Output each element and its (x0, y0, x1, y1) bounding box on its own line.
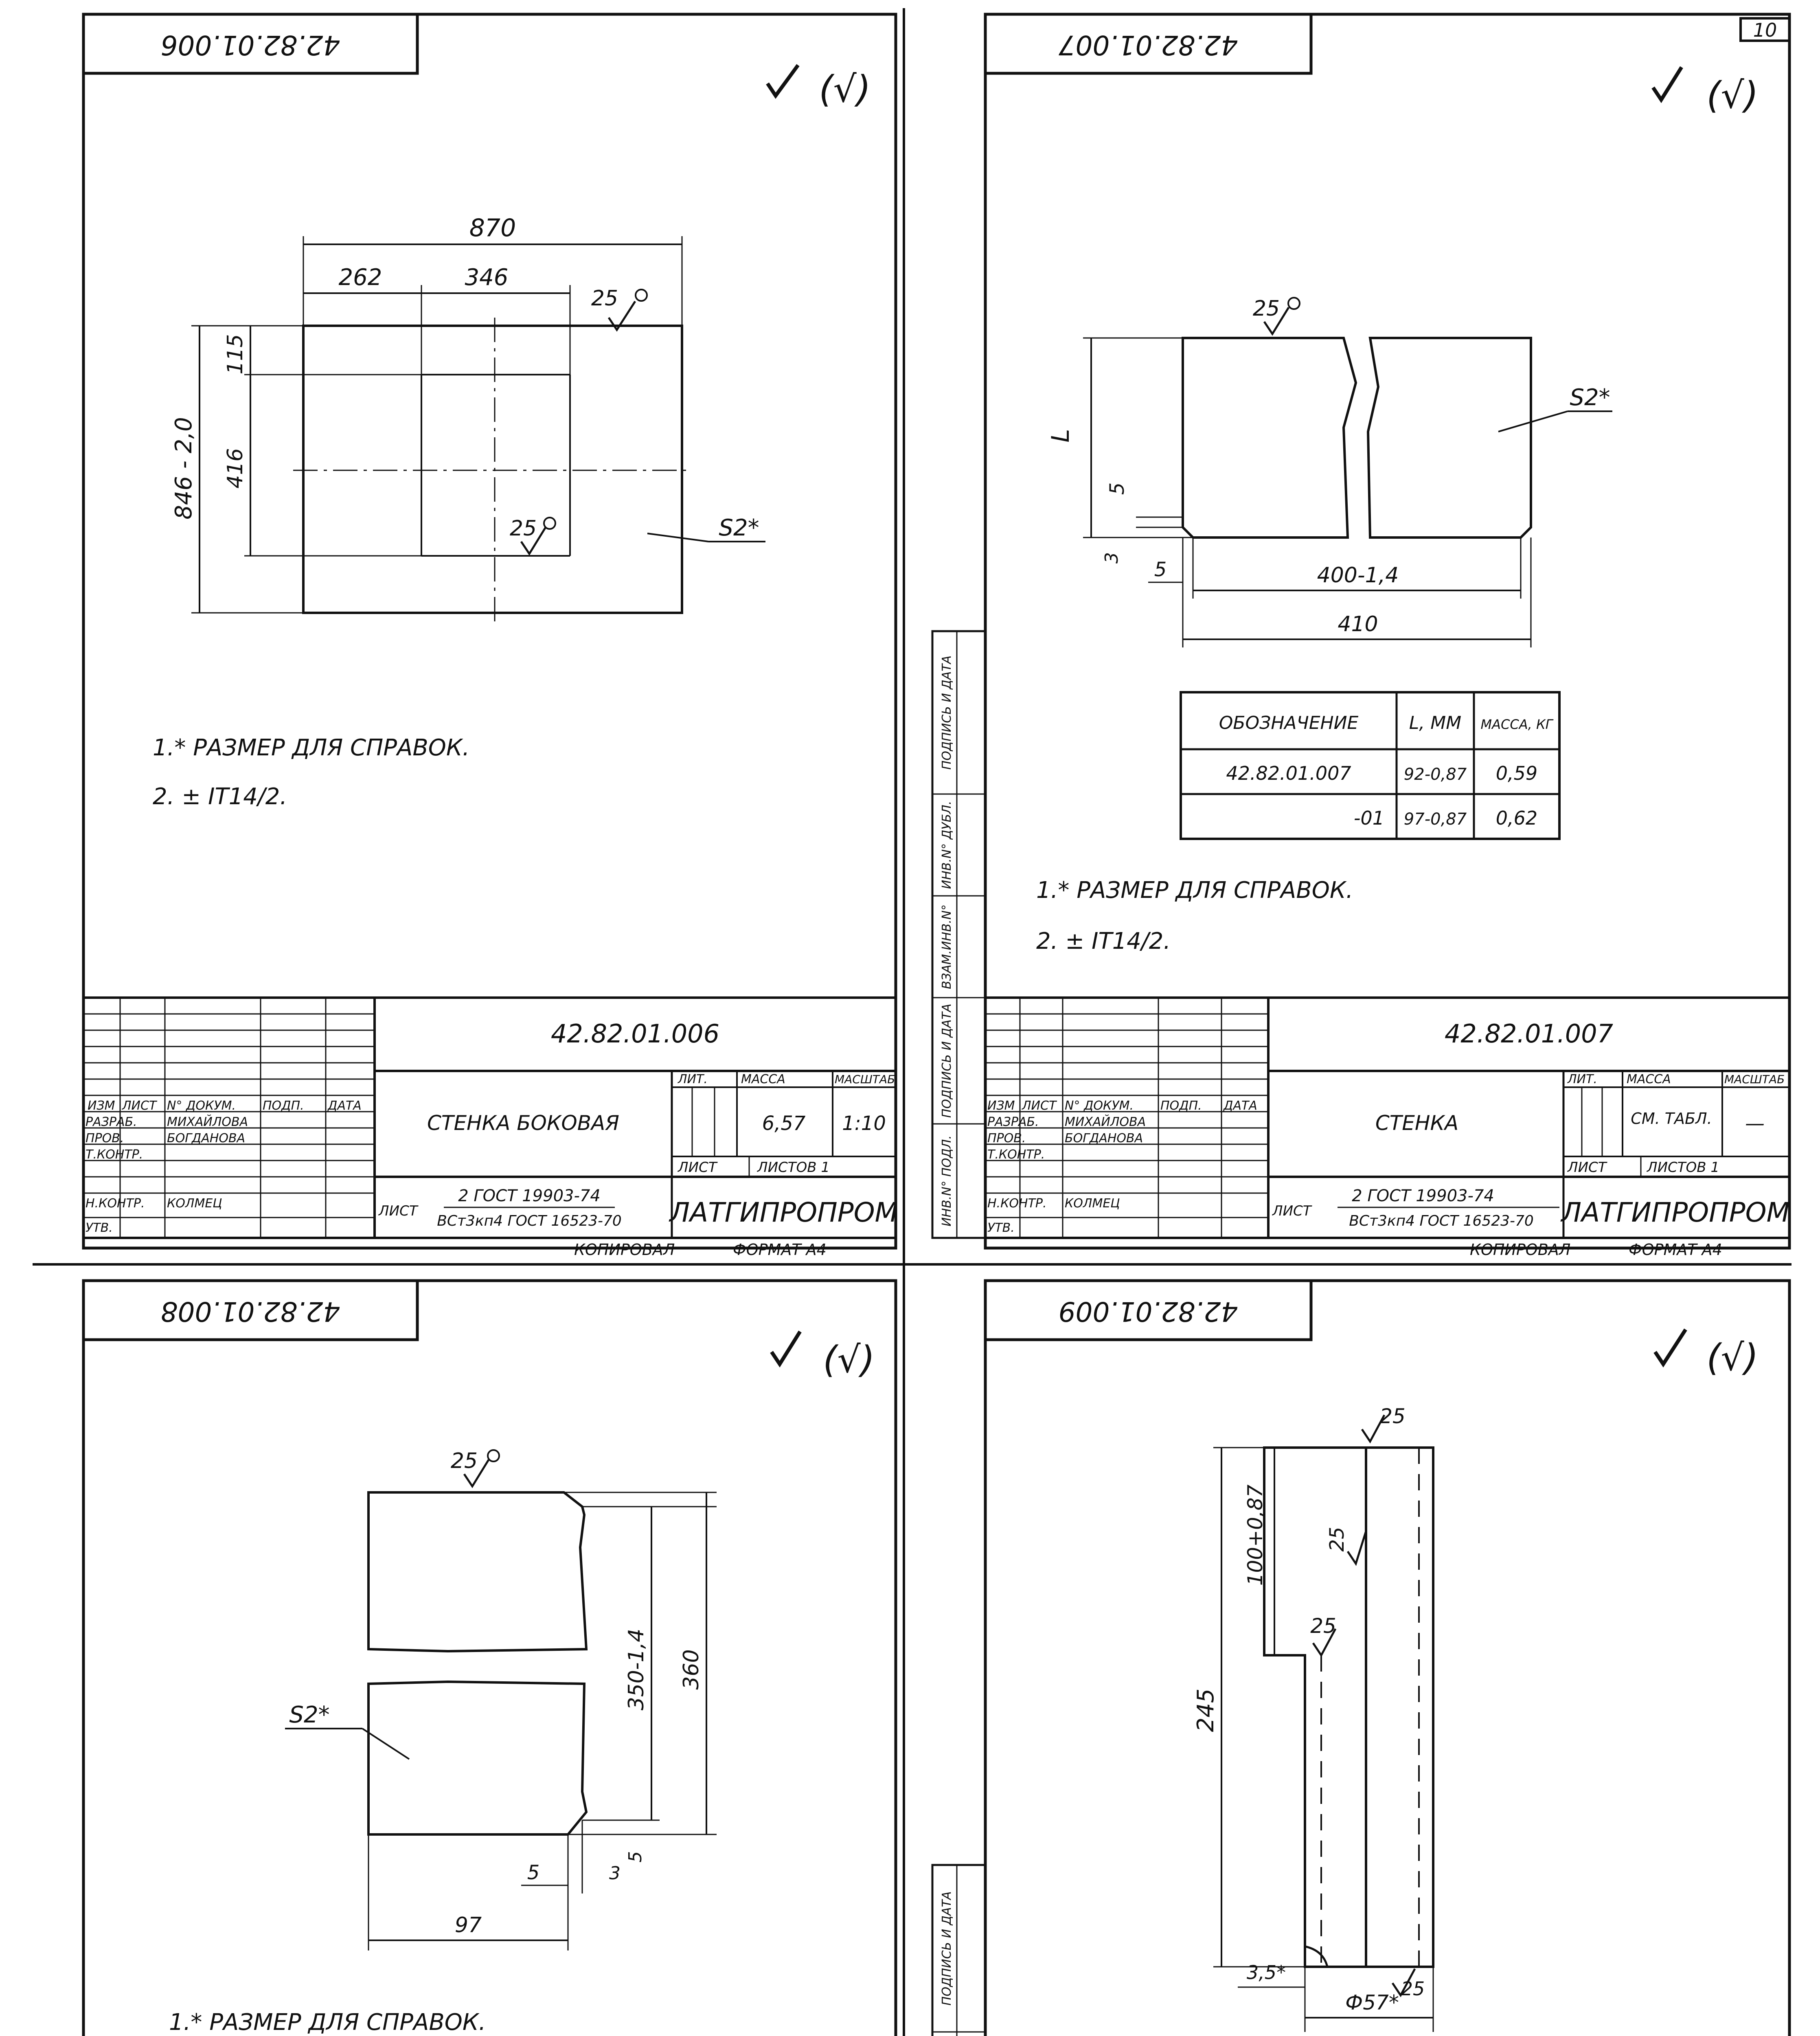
sheet-006-roughness-icon (767, 65, 798, 96)
sheet-007-code: 42.82.01.007 (1444, 1019, 1614, 1049)
sheet-007-hdr-lit: ЛИТ. (1568, 1072, 1597, 1086)
sheet-008-part-top (368, 1492, 586, 1651)
sheet-006-role-1: РАЗРАБ. (86, 1115, 137, 1129)
sheet-006-code: 42.82.01.006 (550, 1019, 720, 1049)
sheet-009-roughness-icon (1655, 1330, 1686, 1364)
sheet-007-part-right (1368, 338, 1531, 538)
sheet-006-dim-seg-h1: 115 (223, 334, 248, 375)
sheet-006-dim-seg-b: 346 (465, 264, 509, 291)
sheet-007-material-2: ВСт3кп4 ГОСТ 16523-70 (1349, 1213, 1534, 1229)
sheet-008-rough: 25 (450, 1449, 478, 1473)
sheet-007-name-2: БОГДАНОВА (1065, 1131, 1143, 1145)
sheet-007-part-left (1183, 338, 1356, 538)
sheet-007-table-r2c3: 0,62 (1495, 807, 1538, 829)
sheet-007-title-block (985, 998, 1789, 1238)
sheet-007-material-prefix: ЛИСТ (1272, 1203, 1311, 1219)
sheet-009-dim-dia: Ф57* (1345, 1991, 1399, 2014)
sheet-009-border (985, 1281, 1789, 2036)
sheet-006-hdr-lit: ЛИТ. (678, 1072, 708, 1086)
sheet-008-dim-chamfer-v: 5 (625, 1851, 646, 1863)
sheet-007 (932, 14, 1789, 1259)
sheet-007-roughness-icon (1653, 67, 1682, 100)
sheet-009-pipe-profile (1264, 1448, 1366, 1967)
sheet-009-roughness-general: (√) (1706, 1336, 1759, 1379)
page-number (1741, 18, 1789, 41)
sheet-007-table-hdr-2: L, ММ (1409, 713, 1462, 733)
sheet-007-role-3: Т.КОНТР. (987, 1147, 1045, 1162)
sheet-007-stamp-4: ИНВ.N° ДУБЛ. (940, 801, 954, 889)
sheet-007-side-stamp (932, 631, 985, 1238)
sheet-006-hdr-sheets: ЛИСТОВ 1 (757, 1159, 830, 1176)
sheet-007-stamp-3: ВЗАМ.ИНВ.N° (940, 904, 954, 989)
sheet-006-name-4: КОЛМЕЦ (167, 1196, 222, 1211)
sheet-007-hdr-sign: ПОДП. (1160, 1099, 1202, 1113)
sheet-008-roughness-general: (√) (823, 1338, 875, 1381)
sheet-006-rough-mid: 25 (509, 516, 537, 541)
sheet-006-mass: 6,57 (762, 1112, 806, 1135)
sheet-007-copied: КОПИРОВАЛ (1470, 1241, 1571, 1259)
sheet-008-dim-overall-h: 360 (679, 1649, 704, 1690)
sheet-007-material-1: 2 ГОСТ 19903-74 (1352, 1187, 1494, 1205)
sheet-007-code-rotated: 42.82.01.007 (1058, 29, 1238, 61)
sheet-006-dim-overall-w: 870 (469, 214, 516, 242)
sheet-006-dim-overall-h: 846 - 2,0 (171, 417, 197, 520)
sheet-007-dim-overall-w: 410 (1338, 612, 1378, 636)
sheet-006-format: ФОРМАТ А4 (733, 1241, 827, 1259)
sheet-007-title: СТЕНКА (1375, 1111, 1459, 1135)
sheet-007-org: ЛАТГИПРОПРОМ (1561, 1197, 1790, 1228)
sheet-009-rough-top: 25 (1379, 1404, 1406, 1428)
sheet-007-hdr-list: ЛИСТ (1022, 1099, 1057, 1113)
sheet-006-roughness-general: (√) (819, 68, 871, 111)
sheet-006-hdr-sheet: ЛИСТ (678, 1159, 717, 1176)
sheet-009-dim-wall: 3,5* (1246, 1961, 1286, 1983)
sheet-009 (932, 1281, 1789, 2036)
sheet-008-note-1: 1.* РАЗМЕР ДЛЯ СПРАВОК. (169, 2009, 486, 2036)
sheet-006-hdr-date: ДАТА (328, 1099, 362, 1113)
sheet-006-hdr-sign: ПОДП. (263, 1099, 304, 1113)
sheet-007-hdr-scale: МАСШТАБ (1724, 1073, 1785, 1086)
sheet-009-dim-overall-len: 245 (1193, 1688, 1219, 1732)
sheet-008-roughness-icon (772, 1332, 800, 1364)
sheet-007-table-r1c1: 42.82.01.007 (1226, 762, 1351, 784)
sheet-007-hdr-doc: N° ДОКУМ. (1065, 1099, 1134, 1113)
sheet-007-table-r1c2: 92-0,87 (1403, 765, 1467, 784)
sheet-006-note-1: 1.* РАЗМЕР ДЛЯ СПРАВОК. (153, 735, 470, 761)
sheet-007-role-4: Н.КОНТР. (987, 1196, 1047, 1211)
sheet-008-dim-edge: 3 (609, 1863, 621, 1884)
sheet-006-thickness: S2* (719, 515, 759, 541)
sheet-007-table-hdr-3: МАССА, КГ (1480, 717, 1553, 732)
sheet-007-role-1: РАЗРАБ. (987, 1115, 1039, 1129)
sheet-009-rough-face: 25 (1326, 1527, 1349, 1552)
sheet-007-format: ФОРМАТ А4 (1629, 1241, 1722, 1259)
sheet-007-scale: — (1745, 1112, 1765, 1135)
sheet-008 (83, 1281, 898, 2036)
sheet-009-rough-step: 25 (1310, 1614, 1336, 1638)
sheet-007-note-1: 1.* РАЗМЕР ДЛЯ СПРАВОК. (1036, 877, 1353, 904)
sheet-007-thickness: S2* (1570, 384, 1610, 411)
sheet-006-copied: КОПИРОВАЛ (574, 1241, 675, 1259)
sheet-006-title: СТЕНКА БОКОВАЯ (427, 1111, 619, 1135)
sheet-007-role-5: УТВ. (987, 1221, 1015, 1235)
sheet-006-material-2: ВСт3кп4 ГОСТ 16523-70 (437, 1213, 622, 1229)
sheet-007-stamp-5: ПОДПИСЬ И ДАТА (940, 655, 954, 770)
sheet-009-pipe-wall (1366, 1448, 1433, 1967)
sheet-006-material-1: 2 ГОСТ 19903-74 (458, 1187, 601, 1205)
sheet-008-part-bottom (368, 1682, 586, 1834)
sheet-007-table-r1c3: 0,59 (1495, 762, 1538, 784)
sheet-006-org: ЛАТГИПРОПРОМ (669, 1197, 898, 1228)
sheet-007-hdr-sheets: ЛИСТОВ 1 (1647, 1159, 1720, 1176)
sheet-006-name-1: МИХАЙЛОВА (167, 1115, 248, 1129)
sheet-007-roughness-general: (√) (1706, 74, 1759, 117)
sheet-006-hdr-mass: МАССА (741, 1072, 785, 1086)
sheet-006-dim-seg-a: 262 (338, 264, 382, 291)
sheet-006-dim-seg-h2: 416 (223, 448, 248, 489)
sheet-006 (83, 14, 898, 1259)
sheet-007-name-1: МИХАЙЛОВА (1065, 1115, 1146, 1129)
sheet-008-code-rotated: 42.82.01.008 (160, 1296, 340, 1327)
sheet-006-material-prefix: ЛИСТ (379, 1203, 418, 1219)
sheet-006-hdr-scale: МАСШТАБ (835, 1073, 895, 1086)
sheet-007-stamp-1: ИНВ.N° ПОДЛ. (940, 1135, 954, 1226)
sheet-008-dim-chamfer-h: 5 (527, 1861, 540, 1884)
sheet-006-rough-top: 25 (591, 286, 618, 311)
sheet-007-hdr-izm: ИЗМ (987, 1099, 1015, 1113)
sheet-007-table-r2c1: -01 (1353, 807, 1384, 829)
sheet-007-dim-chamfer-h: 5 (1154, 558, 1167, 581)
sheet-006-part-outline (303, 326, 682, 613)
sheet-006-title-block (83, 998, 898, 1238)
sheet-006-hdr-izm: ИЗМ (88, 1099, 115, 1113)
sheet-008-dim-width: 97 (454, 1913, 482, 1937)
sheet-009-stamp-5: ПОДПИСЬ И ДАТА (940, 1891, 954, 2006)
sheet-008-dim-inner-h: 350-1,4 (624, 1628, 649, 1711)
sheet-007-dim-inner-w: 400-1,4 (1317, 563, 1399, 588)
sheet-006-role-5: УТВ. (86, 1221, 113, 1235)
sheet-007-table-r2c2: 97-0,87 (1403, 810, 1467, 829)
sheet-009-code-rotated: 42.82.01.009 (1058, 1296, 1238, 1327)
sheet-009-dim-upper-len: 100+0,87 (1243, 1484, 1267, 1586)
sheet-007-table-hdr-1: ОБОЗНАЧЕНИЕ (1219, 713, 1359, 733)
sheet-007-name-4: КОЛМЕЦ (1065, 1196, 1120, 1211)
sheet-006-scale: 1:10 (842, 1112, 886, 1135)
sheet-008-thickness: S2* (289, 1702, 330, 1728)
sheet-006-note-2: 2. ± IT14/2. (153, 783, 287, 810)
sheet-007-role-2: ПРОВ. (987, 1131, 1026, 1145)
sheet-007-dim-edge: 3 (1101, 552, 1122, 564)
sheet-006-name-2: БОГДАНОВА (167, 1131, 246, 1145)
sheet-007-hdr-sheet: ЛИСТ (1568, 1159, 1607, 1176)
sheet-007-dim-length: L (1046, 429, 1075, 443)
sheet-006-role-2: ПРОВ. (86, 1131, 124, 1145)
sheet-009-rough-bottom: 25 (1401, 1978, 1425, 2000)
sheet-006-code-rotated: 42.82.01.006 (160, 29, 340, 61)
sheet-006-role-3: Т.КОНТР. (86, 1147, 143, 1162)
sheet-006-role-4: Н.КОНТР. (86, 1196, 145, 1211)
sheet-009-side-stamp (932, 1865, 985, 2036)
sheet-007-rough: 25 (1252, 296, 1280, 321)
sheet-008-border (83, 1281, 896, 2036)
sheet-007-note-2: 2. ± IT14/2. (1036, 928, 1171, 954)
sheet-007-dim-chamfer-v: 5 (1106, 482, 1129, 495)
sheet-006-hdr-list: ЛИСТ (122, 1099, 157, 1113)
sheet-007-mass: СМ. ТАБЛ. (1631, 1110, 1712, 1128)
sheet-007-variants-table (1181, 692, 1559, 839)
sheet-006-hdr-doc: N° ДОКУМ. (167, 1099, 236, 1113)
sheet-007-hdr-date: ДАТА (1224, 1099, 1257, 1113)
sheet-007-stamp-2: ПОДПИСЬ И ДАТА (940, 1003, 954, 1118)
sheet-007-hdr-mass: МАССА (1627, 1072, 1671, 1086)
page-number-text: 10 (1753, 19, 1777, 41)
